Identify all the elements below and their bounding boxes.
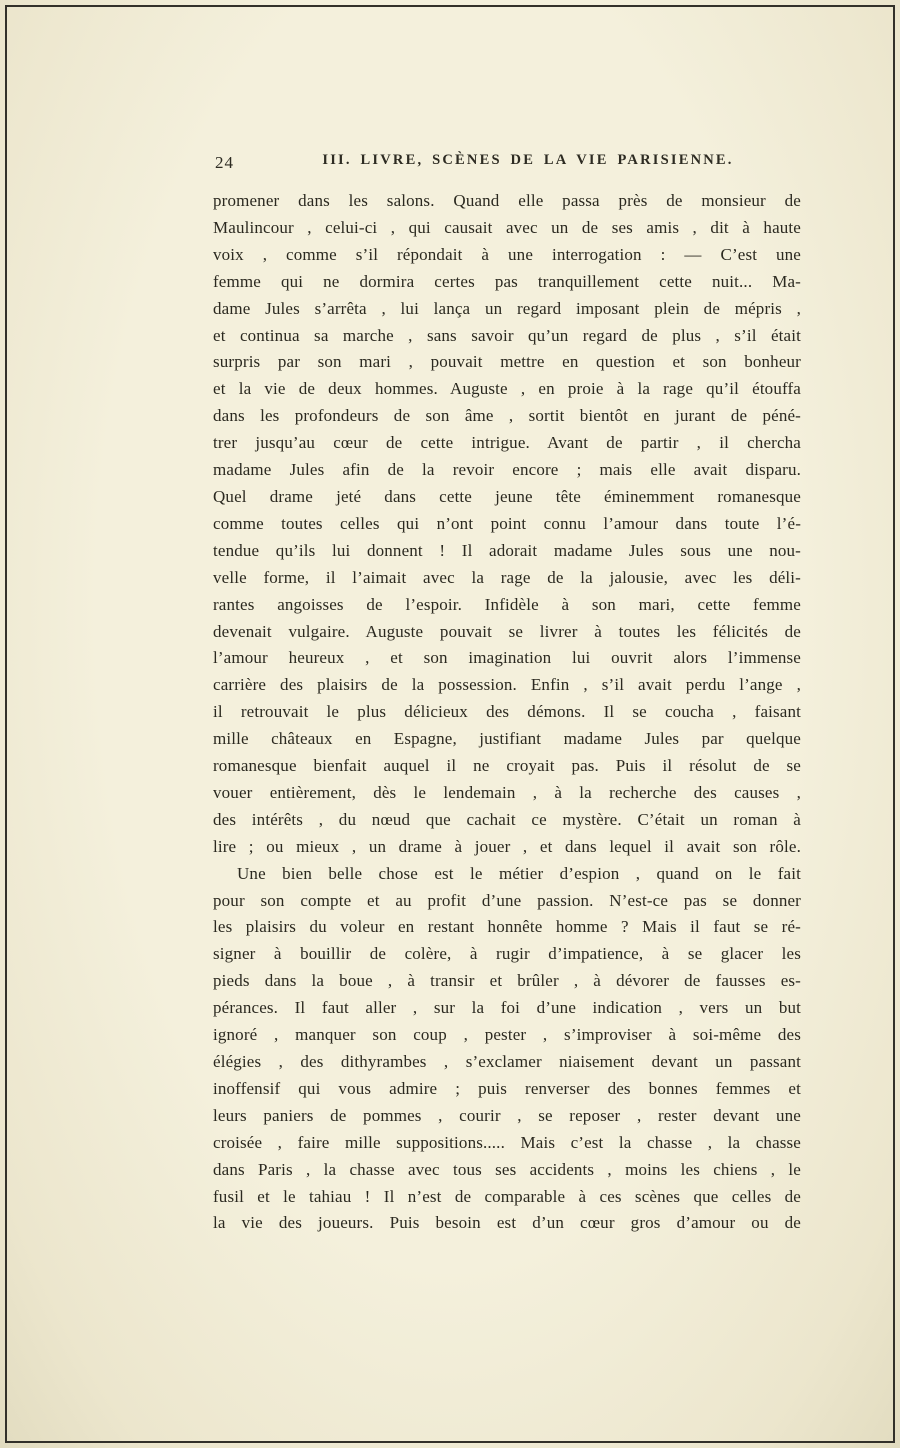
text-line: dame Jules s’arrêta , lui lança un regard imposant plein de mépris , — [213, 298, 801, 318]
text-line: ignoré , manquer son coup , pester , s’improviser à soi-même des — [213, 1025, 801, 1045]
text-line: croisée , faire mille suppositions..... Mais c’est la chasse , la chasse — [213, 1132, 801, 1152]
text-line: madame Jules afin de la revoir encore ; mais elle avait disparu. — [213, 460, 801, 480]
text-block — [213, 188, 801, 1237]
text-line: élégies , des dithyrambes , s’exclamer niaisement devant un passant — [213, 1052, 801, 1071]
text-line: Une bien belle chose est le métier d’espion , quand on le fait — [237, 863, 801, 883]
text-line: velle forme, il l’aimait avec la rage de la jalousie, avec les déli- — [213, 567, 801, 587]
text-line: leurs paniers de pommes , courir , se reposer , rester devant une — [213, 1105, 801, 1125]
running-header-row — [213, 152, 801, 176]
text-line: romanesque bienfait auquel il ne croyait pas. Puis il résolut de se — [213, 756, 801, 776]
text-line: surpris par son mari , pouvait mettre en question et son bonheur — [213, 352, 801, 372]
text-line: lire ; ou mieux , un drame à jouer , et dans lequel il avait son rôle. — [213, 836, 801, 856]
page-number: 24 — [215, 153, 234, 172]
running-header: III. LIVRE, SCÈNES DE LA VIE PARISIENNE. — [322, 152, 734, 168]
text-line: mille châteaux en Espagne, justifiant madame Jules par quelque — [213, 729, 801, 749]
text-line: des intérêts , du nœud que cachait ce mystère. C’était un roman à — [213, 809, 801, 829]
text-line: trer jusqu’au cœur de cette intrigue. Avant de partir , il chercha — [213, 433, 801, 453]
text-line: pour son compte et au profit d’une passion. N’est-ce pas se donner — [213, 890, 801, 910]
text-line: dans les profondeurs de son âme , sortit bientôt en jurant de péné- — [213, 406, 801, 426]
text-line: l’amour heureux , et son imagination lui ouvrit alors l’immense — [213, 648, 801, 668]
text-line: devenait vulgaire. Auguste pouvait se livrer à toutes les félicités de — [213, 621, 801, 641]
text-line: il retrouvait le plus délicieux des démons. Il se coucha , faisant — [213, 702, 801, 722]
text-line: Maulincour , celui-ci , qui causait avec un de ses amis , dit à haute — [213, 217, 801, 237]
text-line: pieds dans la boue , à transir et brûler , à dévorer de fausses es- — [213, 971, 801, 991]
text-line: fusil et le tahiau ! Il n’est de comparable à ces scènes que celles de — [213, 1186, 801, 1206]
text-line: et la vie de deux hommes. Auguste , en proie à la rage qu’il étouffa — [213, 379, 801, 399]
text-line: voix , comme s’il répondait à une interrogation : — C’est une — [213, 244, 801, 264]
text-line: carrière des plaisirs de la possession. Enfin , s’il avait perdu l’ange , — [213, 675, 801, 695]
text-line: dans Paris , la chasse avec tous ses accidents , moins les chiens , le — [213, 1159, 801, 1179]
text-line: inoffensif qui vous admire ; puis renverser des bonnes femmes et — [213, 1078, 801, 1098]
text-line: femme qui ne dormira certes pas tranquillement cette nuit... Ma- — [213, 271, 801, 291]
text-line: les plaisirs du voleur en restant honnête homme ? Mais il faut se ré- — [213, 917, 801, 937]
text-line: vouer entièrement, dès le lendemain , à la recherche des causes , — [213, 782, 801, 802]
text-line: Quel drame jeté dans cette jeune tête éminemment romanesque — [213, 486, 801, 506]
text-line: signer à bouillir de colère, à rugir d’impatience, à se glacer les — [213, 944, 801, 964]
text-line: rantes angoisses de l’espoir. Infidèle à son mari, cette femme — [213, 594, 801, 614]
text-line: pérances. Il faut aller , sur la foi d’une indication , vers un but — [213, 998, 801, 1018]
page-content — [213, 152, 801, 1237]
body-paragraph — [213, 188, 801, 861]
body-paragraph — [213, 861, 801, 1238]
text-line: promener dans les salons. Quand elle passa près de monsieur de — [213, 191, 801, 210]
text-line: comme toutes celles qui n’ont point connu l’amour dans toute l’é- — [213, 513, 801, 533]
text-line: et continua sa marche , sans savoir qu’un regard de plus , s’il était — [213, 325, 801, 345]
text-line: la vie des joueurs. Puis besoin est d’un cœur gros d’amour ou de — [213, 1213, 801, 1233]
text-line: tendue qu’ils lui donnent ! Il adorait madame Jules sous une nou- — [213, 540, 801, 560]
